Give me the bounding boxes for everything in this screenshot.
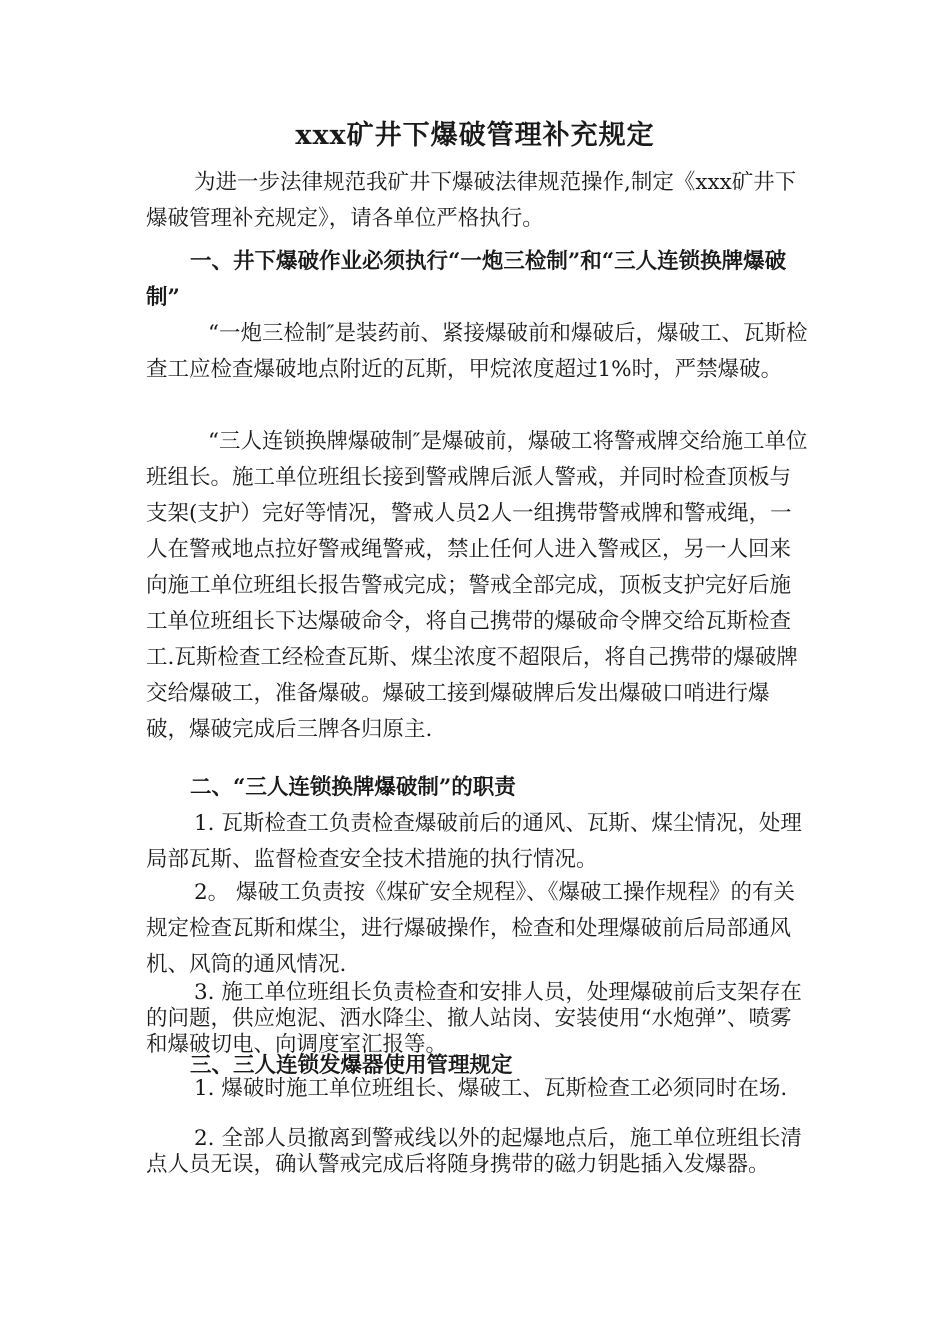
section1-heading: 一、井下爆破作业必须执行“一炮三检制”和“三人连锁换牌爆破制” [146,249,787,310]
section2-heading: 二、“三人连锁换牌爆破制”的职责 [190,775,516,800]
section3-item-1: 1. 爆破时施工单位班组长、爆破工、瓦斯检查工必须同时在场. [194,1076,788,1101]
section1-paragraph-1: “一炮三检制″是装药前、紧接爆破前和爆破后，爆破工、瓦斯检查工应检查爆破地点附近的瓦斯，甲烷浓度超过1%时，严禁爆破。 [146,321,808,382]
section2-item1-block [146,806,811,878]
section1-para1-block [146,316,811,388]
intro-paragraph: 为进一步法律规范我矿井下爆破法律规范操作,制定《xxx矿井下爆破管理补充规定》，请各单位严格执行。 [146,170,797,231]
section2-item3-block [146,980,811,1058]
section3-item-2: 2. 全部人员撤离到警戒线以外的起爆地点后，施工单位班组长清点人员无误，确认警戒完成后将随身携带的磁力钥匙插入发爆器。 [146,1126,802,1177]
section2-heading-block [146,770,811,806]
intro-block [146,165,811,237]
section3-heading: 三、三人连锁发爆器使用管理规定 [190,1053,513,1078]
document-title: xxx矿井下爆破管理补充规定 [295,120,655,151]
section2-item2-block [146,875,811,983]
section2-item-1: 1. 瓦斯检查工负责检查爆破前后的通风、瓦斯、煤尘情况，处理局部瓦斯、监督检查安全技术措施的执行情况。 [146,811,802,872]
section3-heading-block [146,1054,811,1078]
section2-item-3: 3. 施工单位班组长负责检查和安排人员，处理爆破前后支架存在的问题，供应炮泥、洒水降尘、撤人站岗、安装使用“水炮弹”、喷雾和爆破切电、向调度室汇报等。 [146,980,802,1057]
section1-para2-block [146,424,811,748]
section3-item1-block [146,1076,811,1102]
section2-item-2: 2。 爆破工负责按《煤矿安全规程》、《爆破工操作规程》的有关规定检查瓦斯和煤尘，进行爆破操作，检查和处理爆破前后局部通风机、风筒的通风情况. [146,880,796,977]
section1-heading-block [146,244,811,316]
section3-item2-block [146,1126,811,1178]
section1-paragraph-2: “三人连锁换牌爆破制″是爆破前，爆破工将警戒牌交给施工单位班组长。施工单位班组长接到警戒牌后派人警戒，并同时检查顶板与支架(支护）完好等情况，警戒人员2人一组携带警戒牌和警戒绳，一人在警戒地点拉好警戒绳警戒，禁止任何人进入警戒区，另一人回来向施工单位班组长报告警戒完成；警戒全部完成，顶板支护完好后施工单位班组长下达爆破命令，将自己携带的爆破命令牌交给瓦斯检查工.瓦斯检查工经检查瓦斯、煤尘浓度不超限后，将自己携带的爆破牌交给爆破工，准备爆破。爆破工接到爆破牌后发出爆破口哨进行爆破，爆破完成后三牌各归原主. [146,429,808,742]
